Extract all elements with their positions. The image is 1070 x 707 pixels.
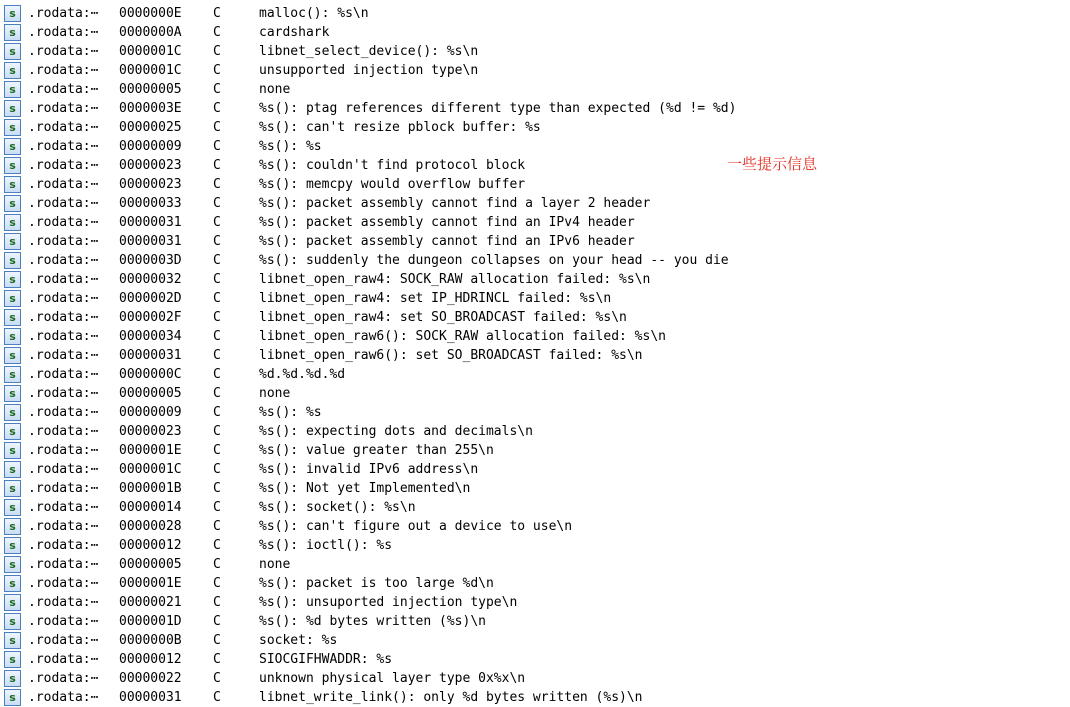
length-cell: 00000012 [119, 538, 182, 553]
length-cell: 0000000C [119, 367, 182, 382]
string-row[interactable] [0, 384, 1070, 403]
string-cell: libnet_open_raw6(): SOCK_RAW allocation failed: %s\n [259, 329, 666, 344]
string-cell: libnet_open_raw4: set IP_HDRINCL failed: %s\n [259, 291, 612, 306]
string-row[interactable] [0, 42, 1070, 61]
string-row[interactable] [0, 612, 1070, 631]
string-row[interactable] [0, 251, 1070, 270]
address-cell: .rodata:⋯ [28, 386, 99, 401]
type-cell: C [213, 424, 221, 439]
length-cell: 00000031 [119, 215, 182, 230]
string-literal-icon: s [4, 404, 21, 421]
string-row[interactable] [0, 631, 1070, 650]
type-cell: C [213, 82, 221, 97]
length-cell: 00000012 [119, 652, 182, 667]
address-cell: .rodata:⋯ [28, 253, 99, 268]
string-literal-icon: s [4, 290, 21, 307]
address-cell: .rodata:⋯ [28, 595, 99, 610]
string-row[interactable] [0, 175, 1070, 194]
string-literal-icon: s [4, 100, 21, 117]
address-cell: .rodata:⋯ [28, 367, 99, 382]
length-cell: 00000005 [119, 557, 182, 572]
string-row[interactable] [0, 4, 1070, 23]
address-cell: .rodata:⋯ [28, 462, 99, 477]
address-cell: .rodata:⋯ [28, 633, 99, 648]
address-cell: .rodata:⋯ [28, 348, 99, 363]
type-cell: C [213, 177, 221, 192]
string-row[interactable] [0, 156, 1070, 175]
type-cell: C [213, 538, 221, 553]
string-literal-icon: s [4, 518, 21, 535]
length-cell: 0000003E [119, 101, 182, 116]
type-cell: C [213, 690, 221, 705]
length-cell: 0000002F [119, 310, 182, 325]
address-cell: .rodata:⋯ [28, 101, 99, 116]
string-literal-icon: s [4, 195, 21, 212]
type-cell: C [213, 348, 221, 363]
address-cell: .rodata:⋯ [28, 481, 99, 496]
string-literal-icon: s [4, 157, 21, 174]
address-cell: .rodata:⋯ [28, 443, 99, 458]
string-row[interactable] [0, 99, 1070, 118]
length-cell: 0000001C [119, 63, 182, 78]
string-literal-icon: s [4, 575, 21, 592]
string-cell: %s(): couldn't find protocol block [259, 158, 526, 173]
string-row[interactable] [0, 270, 1070, 289]
string-cell: %s(): Not yet Implemented\n [259, 481, 471, 496]
type-cell: C [213, 386, 221, 401]
address-cell: .rodata:⋯ [28, 234, 99, 249]
type-cell: C [213, 462, 221, 477]
string-row[interactable] [0, 194, 1070, 213]
length-cell: 0000003D [119, 253, 182, 268]
string-row[interactable] [0, 441, 1070, 460]
type-cell: C [213, 215, 221, 230]
string-row[interactable] [0, 61, 1070, 80]
string-literal-icon: s [4, 81, 21, 98]
type-cell: C [213, 652, 221, 667]
address-cell: .rodata:⋯ [28, 158, 99, 173]
string-literal-icon: s [4, 442, 21, 459]
type-cell: C [213, 101, 221, 116]
length-cell: 0000001B [119, 481, 182, 496]
type-cell: C [213, 253, 221, 268]
type-cell: C [213, 405, 221, 420]
string-literal-icon: s [4, 632, 21, 649]
type-cell: C [213, 25, 221, 40]
string-row[interactable] [0, 536, 1070, 555]
address-cell: .rodata:⋯ [28, 82, 99, 97]
string-cell: none [259, 557, 291, 572]
type-cell: C [213, 234, 221, 249]
type-cell: C [213, 6, 221, 21]
string-row[interactable] [0, 517, 1070, 536]
string-cell: libnet_write_link(): only %d bytes written (%s)\n [259, 690, 643, 705]
string-row[interactable] [0, 118, 1070, 137]
type-cell: C [213, 614, 221, 629]
string-literal-icon: s [4, 651, 21, 668]
string-cell: %s(): can't resize pblock buffer: %s [259, 120, 541, 135]
type-cell: C [213, 443, 221, 458]
string-literal-icon: s [4, 670, 21, 687]
string-cell: libnet_open_raw6(): set SO_BROADCAST failed: %s\n [259, 348, 643, 363]
string-row[interactable] [0, 137, 1070, 156]
address-cell: .rodata:⋯ [28, 177, 99, 192]
string-literal-icon: s [4, 347, 21, 364]
string-cell: %s(): packet assembly cannot find a layer 2 header [259, 196, 651, 211]
string-cell: %s(): packet is too large %d\n [259, 576, 494, 591]
type-cell: C [213, 329, 221, 344]
string-cell: libnet_select_device(): %s\n [259, 44, 479, 59]
address-cell: .rodata:⋯ [28, 291, 99, 306]
type-cell: C [213, 272, 221, 287]
string-row[interactable] [0, 688, 1070, 707]
type-cell: C [213, 595, 221, 610]
length-cell: 00000022 [119, 671, 182, 686]
string-cell: none [259, 386, 291, 401]
address-cell: .rodata:⋯ [28, 44, 99, 59]
address-cell: .rodata:⋯ [28, 652, 99, 667]
length-cell: 0000002D [119, 291, 182, 306]
type-cell: C [213, 633, 221, 648]
address-cell: .rodata:⋯ [28, 120, 99, 135]
string-literal-icon: s [4, 613, 21, 630]
string-cell: %s(): expecting dots and decimals\n [259, 424, 533, 439]
string-cell: unknown physical layer type 0x%x\n [259, 671, 526, 686]
string-literal-icon: s [4, 5, 21, 22]
string-literal-icon: s [4, 176, 21, 193]
string-cell: %s(): suddenly the dungeon collapses on your head -- you die [259, 253, 729, 268]
length-cell: 00000033 [119, 196, 182, 211]
length-cell: 00000028 [119, 519, 182, 534]
length-cell: 0000001E [119, 576, 182, 591]
length-cell: 00000021 [119, 595, 182, 610]
string-row[interactable] [0, 346, 1070, 365]
length-cell: 00000025 [119, 120, 182, 135]
length-cell: 0000001C [119, 462, 182, 477]
string-cell: %s(): %d bytes written (%s)\n [259, 614, 486, 629]
type-cell: C [213, 44, 221, 59]
address-cell: .rodata:⋯ [28, 215, 99, 230]
annotation-text: 一些提示信息 [727, 155, 818, 173]
string-literal-icon: s [4, 309, 21, 326]
string-row[interactable] [0, 479, 1070, 498]
string-cell: %s(): can't figure out a device to use\n [259, 519, 573, 534]
string-cell: %s(): value greater than 255\n [259, 443, 494, 458]
length-cell: 00000023 [119, 177, 182, 192]
type-cell: C [213, 519, 221, 534]
address-cell: .rodata:⋯ [28, 63, 99, 78]
type-cell: C [213, 139, 221, 154]
address-cell: .rodata:⋯ [28, 310, 99, 325]
string-literal-icon: s [4, 537, 21, 554]
string-cell: %s(): socket(): %s\n [259, 500, 416, 515]
type-cell: C [213, 63, 221, 78]
string-literal-icon: s [4, 252, 21, 269]
strings-list [0, 4, 1070, 707]
string-literal-icon: s [4, 499, 21, 516]
string-row[interactable] [0, 365, 1070, 384]
string-row[interactable] [0, 80, 1070, 99]
length-cell: 0000000B [119, 633, 182, 648]
string-literal-icon: s [4, 62, 21, 79]
type-cell: C [213, 291, 221, 306]
string-literal-icon: s [4, 385, 21, 402]
address-cell: .rodata:⋯ [28, 671, 99, 686]
type-cell: C [213, 120, 221, 135]
address-cell: .rodata:⋯ [28, 272, 99, 287]
type-cell: C [213, 367, 221, 382]
string-literal-icon: s [4, 328, 21, 345]
type-cell: C [213, 500, 221, 515]
type-cell: C [213, 196, 221, 211]
string-row[interactable] [0, 498, 1070, 517]
address-cell: .rodata:⋯ [28, 576, 99, 591]
length-cell: 0000001C [119, 44, 182, 59]
string-cell: SIOCGIFHWADDR: %s [259, 652, 393, 667]
string-row[interactable] [0, 308, 1070, 327]
string-row[interactable] [0, 289, 1070, 308]
address-cell: .rodata:⋯ [28, 519, 99, 534]
length-cell: 00000031 [119, 348, 182, 363]
length-cell: 0000000E [119, 6, 182, 21]
string-cell: none [259, 82, 291, 97]
address-cell: .rodata:⋯ [28, 424, 99, 439]
length-cell: 0000000A [119, 25, 182, 40]
string-row[interactable] [0, 422, 1070, 441]
type-cell: C [213, 310, 221, 325]
length-cell: 00000032 [119, 272, 182, 287]
string-literal-icon: s [4, 423, 21, 440]
string-row[interactable] [0, 213, 1070, 232]
string-cell: %s(): %s [259, 139, 322, 154]
string-row[interactable] [0, 460, 1070, 479]
string-literal-icon: s [4, 43, 21, 60]
length-cell: 00000009 [119, 139, 182, 154]
length-cell: 00000009 [119, 405, 182, 420]
length-cell: 00000034 [119, 329, 182, 344]
address-cell: .rodata:⋯ [28, 329, 99, 344]
string-literal-icon: s [4, 119, 21, 136]
length-cell: 00000005 [119, 386, 182, 401]
string-cell: cardshark [259, 25, 330, 40]
string-literal-icon: s [4, 594, 21, 611]
string-row[interactable] [0, 669, 1070, 688]
type-cell: C [213, 158, 221, 173]
address-cell: .rodata:⋯ [28, 6, 99, 21]
string-cell: %s(): packet assembly cannot find an IPv6 header [259, 234, 635, 249]
string-literal-icon: s [4, 214, 21, 231]
address-cell: .rodata:⋯ [28, 139, 99, 154]
string-row[interactable] [0, 327, 1070, 346]
string-literal-icon: s [4, 689, 21, 706]
string-cell: %d.%d.%d.%d [259, 367, 346, 382]
length-cell: 00000031 [119, 234, 182, 249]
length-cell: 00000023 [119, 158, 182, 173]
string-cell: socket: %s [259, 633, 338, 648]
string-cell: %s(): ioctl(): %s [259, 538, 393, 553]
length-cell: 00000023 [119, 424, 182, 439]
length-cell: 0000001D [119, 614, 182, 629]
length-cell: 00000014 [119, 500, 182, 515]
string-row[interactable] [0, 23, 1070, 42]
address-cell: .rodata:⋯ [28, 614, 99, 629]
string-cell: %s(): invalid IPv6 address\n [259, 462, 479, 477]
address-cell: .rodata:⋯ [28, 500, 99, 515]
string-row[interactable] [0, 232, 1070, 251]
length-cell: 00000031 [119, 690, 182, 705]
string-cell: malloc(): %s\n [259, 6, 369, 21]
string-literal-icon: s [4, 138, 21, 155]
string-cell: libnet_open_raw4: set SO_BROADCAST failed: %s\n [259, 310, 627, 325]
string-row[interactable] [0, 403, 1070, 422]
string-row[interactable] [0, 555, 1070, 574]
string-cell: %s(): memcpy would overflow buffer [259, 177, 526, 192]
string-row[interactable] [0, 574, 1070, 593]
string-literal-icon: s [4, 233, 21, 250]
address-cell: .rodata:⋯ [28, 557, 99, 572]
string-cell: unsupported injection type\n [259, 63, 479, 78]
string-cell: %s(): ptag references different type than expected (%d != %d) [259, 101, 737, 116]
address-cell: .rodata:⋯ [28, 196, 99, 211]
string-literal-icon: s [4, 271, 21, 288]
length-cell: 0000001E [119, 443, 182, 458]
string-cell: %s(): %s [259, 405, 322, 420]
address-cell: .rodata:⋯ [28, 25, 99, 40]
string-cell: %s(): packet assembly cannot find an IPv4 header [259, 215, 635, 230]
type-cell: C [213, 576, 221, 591]
address-cell: .rodata:⋯ [28, 690, 99, 705]
string-literal-icon: s [4, 556, 21, 573]
type-cell: C [213, 557, 221, 572]
string-literal-icon: s [4, 461, 21, 478]
string-row[interactable] [0, 593, 1070, 612]
type-cell: C [213, 671, 221, 686]
string-literal-icon: s [4, 480, 21, 497]
address-cell: .rodata:⋯ [28, 538, 99, 553]
type-cell: C [213, 481, 221, 496]
string-literal-icon: s [4, 24, 21, 41]
string-row[interactable] [0, 650, 1070, 669]
address-cell: .rodata:⋯ [28, 405, 99, 420]
string-cell: %s(): unsuported injection type\n [259, 595, 518, 610]
string-literal-icon: s [4, 366, 21, 383]
string-cell: libnet_open_raw4: SOCK_RAW allocation failed: %s\n [259, 272, 651, 287]
length-cell: 00000005 [119, 82, 182, 97]
